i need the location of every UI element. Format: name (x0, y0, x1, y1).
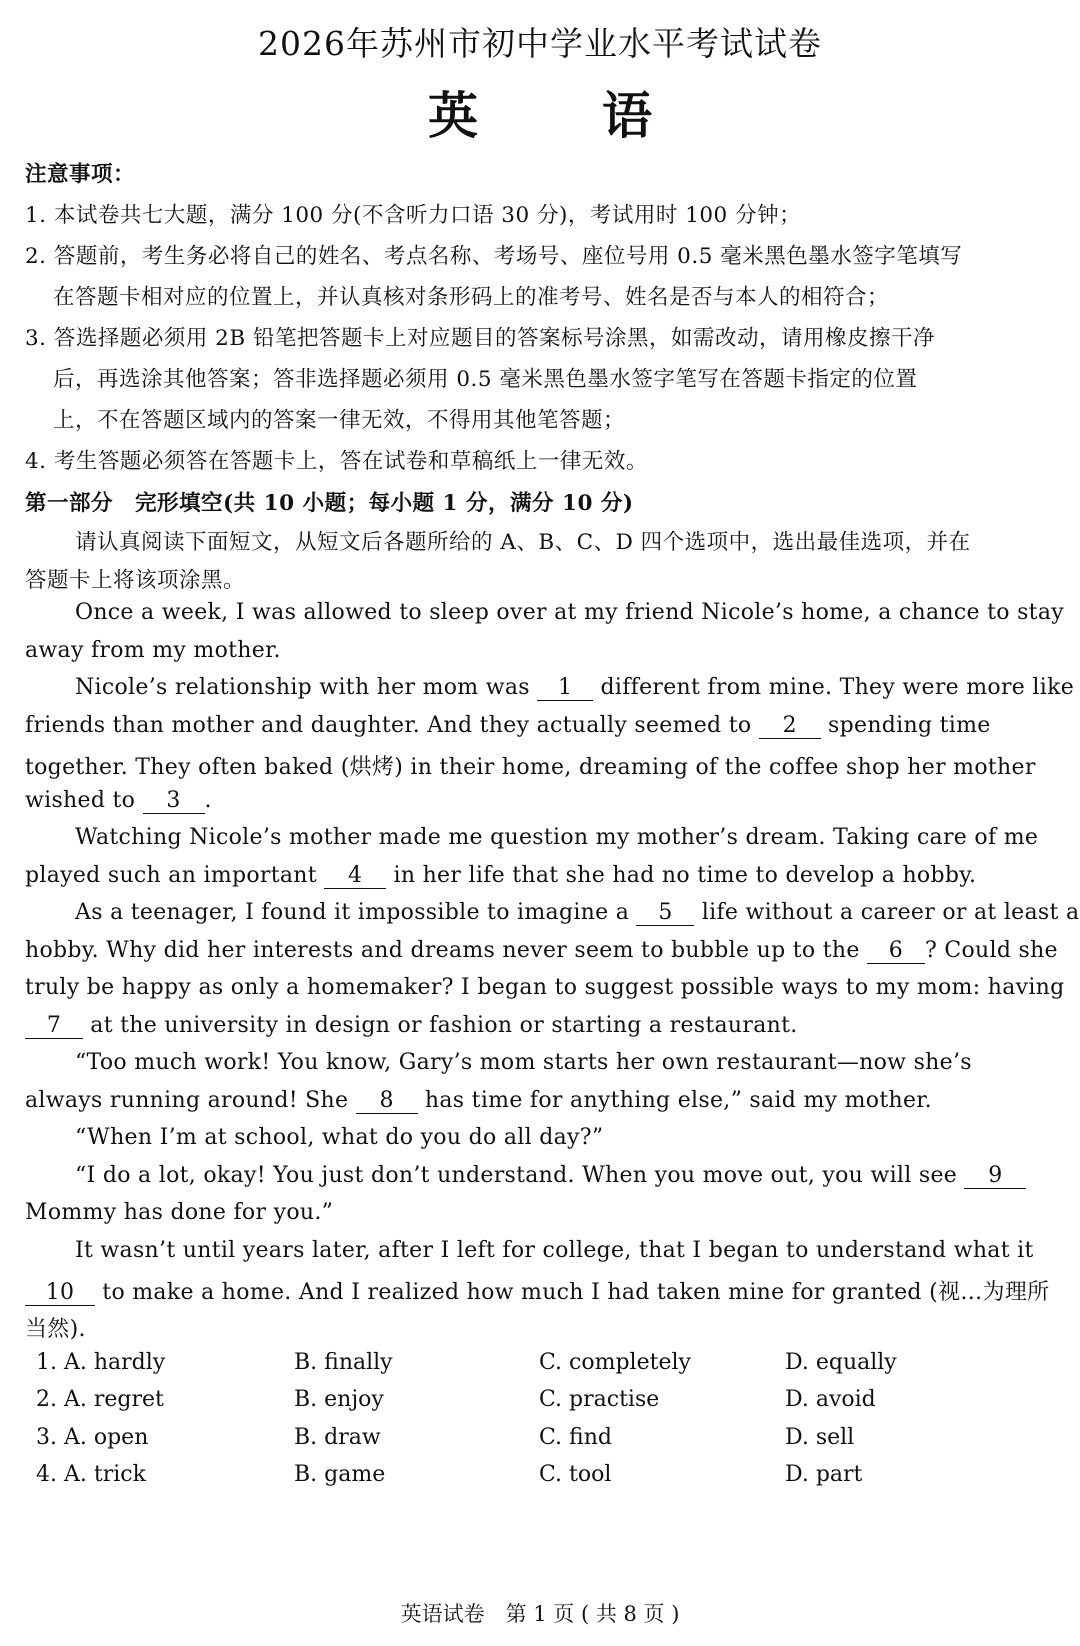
option-3b: B. draw (294, 1425, 381, 1450)
notice-line-4: 3. 答选择题必须用 2B 铅笔把答题卡上对应题目的答案标号涂黑，如需改动，请用橡皮擦干净 (25, 326, 935, 351)
notice-line-1: 1. 本试卷共七大题，满分 100 分(不含听力口语 30 分)，考试用时 100 分钟； (25, 203, 802, 228)
option-4a: 4. A. trick (36, 1462, 146, 1487)
blank-8: 8 (356, 1089, 418, 1114)
options-block (36, 1350, 1036, 1510)
passage-line: Watching Nicole’s mother made me question my mother’s dream. Taking care of me (75, 825, 1039, 850)
blank-6: 6 (867, 939, 925, 964)
passage-line: Mommy has done for you.” (25, 1200, 334, 1225)
notice-line-6: 上，不在答题区域内的答案一律无效，不得用其他笔答题； (53, 408, 626, 433)
passage-line (25, 1013, 1055, 1039)
option-4c: C. tool (539, 1462, 612, 1487)
passage-text: has time for anything else,” said my mother. (424, 1088, 932, 1113)
passage-text: . (204, 788, 212, 813)
notice-line-3: 在答题卡相对应的位置上，并认真核对条形码上的准考号、姓名是否与本人的相符合； (53, 285, 890, 310)
passage-text: life without a career or at least a (701, 900, 1080, 925)
passage-line (25, 1088, 1055, 1114)
option-3a: 3. A. open (36, 1425, 149, 1450)
notice-line-5: 后，再选涂其他答案；答非选择题必须用 0.5 毫米黑色墨水签字笔写在答题卡指定的位置 (53, 367, 918, 392)
passage-line: Once a week, I was allowed to sleep over at my friend Nicole’s home, a chance to stay (75, 600, 1064, 625)
passage-line: “Too much work! You know, Gary’s mom starts her own restaurant—now she’s (75, 1050, 972, 1075)
option-4d: D. part (785, 1462, 863, 1487)
passage-line (25, 713, 1055, 739)
passage-text: in her life that she had no time to develop a hobby. (393, 863, 977, 888)
blank-10: 10 (25, 1281, 95, 1306)
passage-line (25, 1275, 1055, 1306)
subject-char-1: 英 (428, 86, 478, 145)
passage-text: played such an important (25, 863, 317, 888)
blank-1: 1 (537, 676, 593, 701)
exam-title: 2026年苏州市初中学业水平考试试卷 (258, 24, 822, 63)
blank-3: 3 (143, 789, 205, 814)
option-1d: D. equally (785, 1350, 897, 1375)
passage-text: spending time (828, 713, 991, 738)
option-3c: C. find (539, 1425, 612, 1450)
option-1a: 1. A. hardly (36, 1350, 166, 1375)
passage-line: 当然). (25, 1317, 86, 1342)
passage-text: friends than mother and daughter. And they actually seemed to (25, 713, 752, 738)
option-3d: D. sell (785, 1425, 855, 1450)
passage-line (75, 900, 1080, 926)
passage-text: wished to (25, 788, 136, 813)
passage-text: at the university in design or fashion or starting a restaurant. (90, 1013, 798, 1038)
passage-text: to make a home. And I realized how much I had taken mine for granted (视…为理所 (102, 1280, 1050, 1305)
passage-line: truly be happy as only a homemaker? I began to suggest possible ways to my mom: having (25, 975, 1065, 1000)
part1-heading: 第一部分 完形填空(共 10 小题；每小题 1 分，满分 10 分) (25, 491, 634, 516)
notice-line-2: 2. 答题前，考生务必将自己的姓名、考点名称、考场号、座位号用 0.5 毫米黑色墨水签字笔填写 (25, 244, 963, 269)
option-1c: C. completely (539, 1350, 691, 1375)
option-2c: C. practise (539, 1387, 660, 1412)
notice-heading: 注意事项： (25, 162, 136, 187)
option-1b: B. finally (294, 1350, 393, 1375)
passage-line: away from my mother. (25, 638, 281, 663)
blank-9: 9 (964, 1164, 1026, 1189)
part1-instruction-2: 答题卡上将该项涂黑。 (25, 568, 246, 593)
passage-line (25, 788, 1055, 814)
passage-line (25, 938, 1058, 964)
passage-text: hobby. Why did her interests and dreams never seem to bubble up to the (25, 938, 860, 963)
option-2a: 2. A. regret (36, 1387, 164, 1412)
passage-text: Nicole’s relationship with her mom was (75, 675, 530, 700)
page-footer: 英语试卷 第 1 页 ( 共 8 页 ) (400, 1602, 680, 1626)
option-2b: B. enjoy (294, 1387, 384, 1412)
passage-line: It wasn’t until years later, after I left for college, that I began to understand what it (75, 1238, 1034, 1263)
passage-text: “I do a lot, okay! You just don’t understand. When you move out, you will see (75, 1163, 958, 1188)
option-4b: B. game (294, 1462, 386, 1487)
blank-5: 5 (636, 901, 694, 926)
passage-line (25, 863, 1055, 889)
passage-line (75, 1163, 1055, 1189)
blank-7: 7 (25, 1014, 83, 1039)
passage-line: “When I’m at school, what do you do all day?” (75, 1125, 604, 1150)
part1-instruction-1: 请认真阅读下面短文，从短文后各题所给的 A、B、C、D 四个选项中，选出最佳选项，并在 (75, 530, 971, 555)
blank-2: 2 (759, 714, 821, 739)
subject-heading (0, 76, 1080, 148)
passage-text: different from mine. They were more like (600, 675, 1075, 700)
notice-line-7: 4. 考生答题必须答在答题卡上，答在试卷和草稿纸上一律无效。 (25, 449, 648, 474)
passage-text: As a teenager, I found it impossible to imagine a (75, 900, 630, 925)
passage-text: ? Could she (924, 938, 1058, 963)
blank-4: 4 (324, 864, 386, 889)
option-2d: D. avoid (785, 1387, 876, 1412)
passage-line: together. They often baked (烘烤) in their home, dreaming of the coffee shop her mother (25, 755, 1036, 780)
subject-char-2: 语 (602, 86, 652, 145)
passage-line (75, 675, 1075, 701)
passage-text: always running around! She (25, 1088, 349, 1113)
